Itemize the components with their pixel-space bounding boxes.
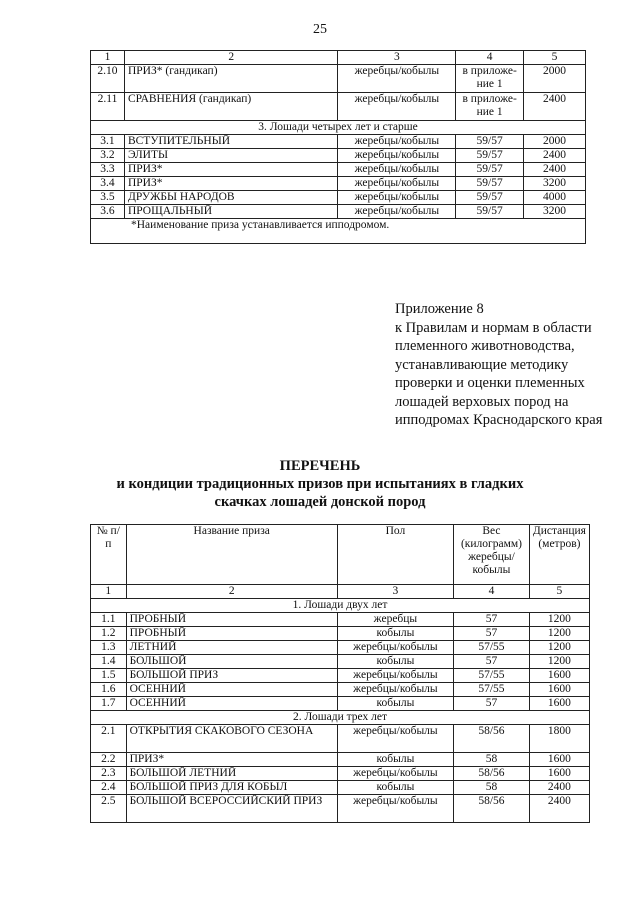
prize-distance: 1600 [529,669,589,683]
column-number: 5 [529,585,589,599]
table-row [91,697,590,711]
prize-weight: 58/56 [454,795,530,823]
prize-weight: 58/56 [454,725,530,753]
header-num: № п/п [91,525,127,585]
prize-sex: жеребцы/кобылы [337,795,453,823]
prize-name: ОТКРЫТИЯ СКАКОВОГО СЕЗОНА [126,725,337,753]
table-row [91,135,586,149]
row-number: 3.2 [91,149,125,163]
document-subtitle: скачках лошадей донской пород [214,494,426,510]
prize-sex: жеребцы/кобылы [338,135,456,149]
table-row [91,93,586,121]
prize-sex: жеребцы/кобылы [338,191,456,205]
prize-weight: 59/57 [456,163,524,177]
row-number: 2.10 [91,65,125,93]
column-number: 5 [524,51,586,65]
row-number: 2.5 [91,795,127,823]
appendix-line: племенного животноводства, [395,338,575,354]
prize-distance: 1800 [529,725,589,753]
appendix-line: проверки и оценки племенных [395,375,585,391]
prize-sex: жеребцы/кобылы [338,205,456,219]
table-row [91,149,586,163]
row-number: 1.3 [91,641,127,655]
row-number: 2.2 [91,753,127,767]
table-row [91,641,590,655]
table-footnote: *Наименование приза устанавливается ипподромом. [91,219,586,244]
row-number: 1.4 [91,655,127,669]
prize-weight: 59/57 [456,191,524,205]
header-name: Название приза [126,525,337,585]
row-number: 1.6 [91,683,127,697]
table-column-numbers [91,585,590,599]
column-number: 2 [126,585,337,599]
table-row [91,767,590,781]
section-title: 2. Лошади трех лет [91,711,590,725]
page-number: 25 [313,22,327,37]
prize-name: БОЛЬШОЙ ЛЕТНИЙ [126,767,337,781]
table-row [91,163,586,177]
prize-sex: жеребцы/кобылы [338,65,456,93]
header-sex: Пол [337,525,453,585]
prize-distance: 1200 [529,655,589,669]
table-row [91,655,590,669]
prize-name: ПРИЗ* [126,753,337,767]
table-row [91,753,590,767]
prize-weight: 57 [454,613,530,627]
prize-table-continued [90,50,586,244]
prize-weight: 58 [454,753,530,767]
prize-weight: 58/56 [454,767,530,781]
prize-sex: кобылы [337,753,453,767]
prize-distance: 1600 [529,767,589,781]
prize-distance: 2000 [524,65,586,93]
prize-sex: жеребцы/кобылы [337,669,453,683]
prize-distance: 1200 [529,641,589,655]
prize-sex: жеребцы/кобылы [338,177,456,191]
prize-name: БОЛЬШОЙ ПРИЗ [126,669,337,683]
prize-sex: жеребцы/кобылы [337,683,453,697]
row-number: 3.5 [91,191,125,205]
table-row [91,177,586,191]
appendix-line: Приложение 8 [395,301,484,317]
prize-name: ВСТУПИТЕЛЬНЫЙ [124,135,338,149]
document-title: ПЕРЕЧЕНЬ [279,458,361,474]
prize-distance: 1600 [529,683,589,697]
prize-distance: 4000 [524,191,586,205]
row-number: 1.1 [91,613,127,627]
prize-sex: жеребцы/кобылы [337,641,453,655]
row-number: 3.3 [91,163,125,177]
table-column-numbers [91,51,586,65]
row-number: 2.1 [91,725,127,753]
prize-sex: кобылы [337,697,453,711]
prize-distance: 2000 [524,135,586,149]
prize-name: ПРОБНЫЙ [126,627,337,641]
prize-sex: кобылы [337,627,453,641]
prize-sex: жеребцы/кобылы [338,163,456,177]
row-number: 1.7 [91,697,127,711]
table-row [91,725,590,753]
prize-weight: 57 [454,627,530,641]
note-row [91,219,586,244]
prize-name: СРАВНЕНИЯ (гандикап) [124,93,338,121]
prize-weight: 59/57 [456,205,524,219]
column-number: 3 [338,51,456,65]
table-row [91,781,590,795]
prize-sex: жеребцы/кобылы [338,93,456,121]
prize-weight: 58 [454,781,530,795]
prize-name: БОЛЬШОЙ ВСЕРОССИЙСКИЙ ПРИЗ [126,795,337,823]
document-subtitle: и кондиции традиционных призов при испытаниях в гладких [116,476,524,492]
prize-sex: кобылы [337,781,453,795]
prize-sex: жеребцы/кобылы [338,149,456,163]
table-header [91,525,590,585]
column-number: 4 [454,585,530,599]
prize-distance: 2400 [524,93,586,121]
section-title: 1. Лошади двух лет [91,599,590,613]
appendix-line: лошадей верховых пород на [395,393,569,410]
table-row [91,191,586,205]
prize-weight: 59/57 [456,135,524,149]
prize-distance: 2400 [529,781,589,795]
prize-sex: жеребцы/кобылы [337,767,453,781]
prize-distance: 3200 [524,205,586,219]
prize-name: ЛЕТНИЙ [126,641,337,655]
prize-name: ОСЕННИЙ [126,683,337,697]
prize-weight: 59/57 [456,177,524,191]
prize-distance: 1600 [529,753,589,767]
section-row [91,599,590,613]
row-number: 3.6 [91,205,125,219]
header-weight: Вес (килограмм) жеребцы/ кобылы [454,525,530,585]
prize-name: ПРИЗ* [124,163,338,177]
section-row [91,121,586,135]
prize-sex: жеребцы/кобылы [337,725,453,753]
prize-table [90,524,590,823]
prize-weight: 59/57 [456,149,524,163]
row-number: 1.5 [91,669,127,683]
prize-name: ОСЕННИЙ [126,697,337,711]
prize-distance: 1600 [529,697,589,711]
prize-distance: 2400 [524,163,586,177]
prize-name: ПРИЗ* (гандикап) [124,65,338,93]
column-number: 4 [456,51,524,65]
prize-weight: 57/55 [454,641,530,655]
prize-weight: 57 [454,697,530,711]
row-number: 2.4 [91,781,127,795]
appendix-line: к Правилам и нормам в области [395,319,592,336]
row-number: 2.3 [91,767,127,781]
prize-distance: 1200 [529,613,589,627]
row-number: 3.1 [91,135,125,149]
section-row [91,711,590,725]
prize-weight: в приложе-ние 1 [456,65,524,93]
row-number: 3.4 [91,177,125,191]
section-title: 3. Лошади четырех лет и старше [91,121,586,135]
table-row [91,627,590,641]
prize-name: ПРОБНЫЙ [126,613,337,627]
column-number: 3 [337,585,453,599]
appendix-block [395,300,635,430]
row-number: 2.11 [91,93,125,121]
table-row [91,683,590,697]
prize-name: ПРОЩАЛЬНЫЙ [124,205,338,219]
table-row [91,205,586,219]
prize-name: БОЛЬШОЙ ПРИЗ ДЛЯ КОБЫЛ [126,781,337,795]
prize-sex: кобылы [337,655,453,669]
header-distance: Дистанция (метров) [529,525,589,585]
prize-name: БОЛЬШОЙ [126,655,337,669]
prize-name: ДРУЖБЫ НАРОДОВ [124,191,338,205]
table-row [91,65,586,93]
prize-name: ЭЛИТЫ [124,149,338,163]
prize-name: ПРИЗ* [124,177,338,191]
prize-distance: 2400 [529,795,589,823]
column-number: 1 [91,585,127,599]
appendix-line: ипподромах Краснодарского края [395,412,603,428]
column-number: 2 [124,51,338,65]
appendix-line: устанавливающие методику [395,356,569,373]
prize-weight: 57/55 [454,669,530,683]
row-number: 1.2 [91,627,127,641]
prize-distance: 2400 [524,149,586,163]
table-row [91,613,590,627]
prize-weight: в приложе-ние 1 [456,93,524,121]
prize-distance: 1200 [529,627,589,641]
prize-weight: 57 [454,655,530,669]
prize-weight: 57/55 [454,683,530,697]
table-row [91,795,590,823]
prize-distance: 3200 [524,177,586,191]
prize-sex: жеребцы [337,613,453,627]
table-row [91,669,590,683]
column-number: 1 [91,51,125,65]
